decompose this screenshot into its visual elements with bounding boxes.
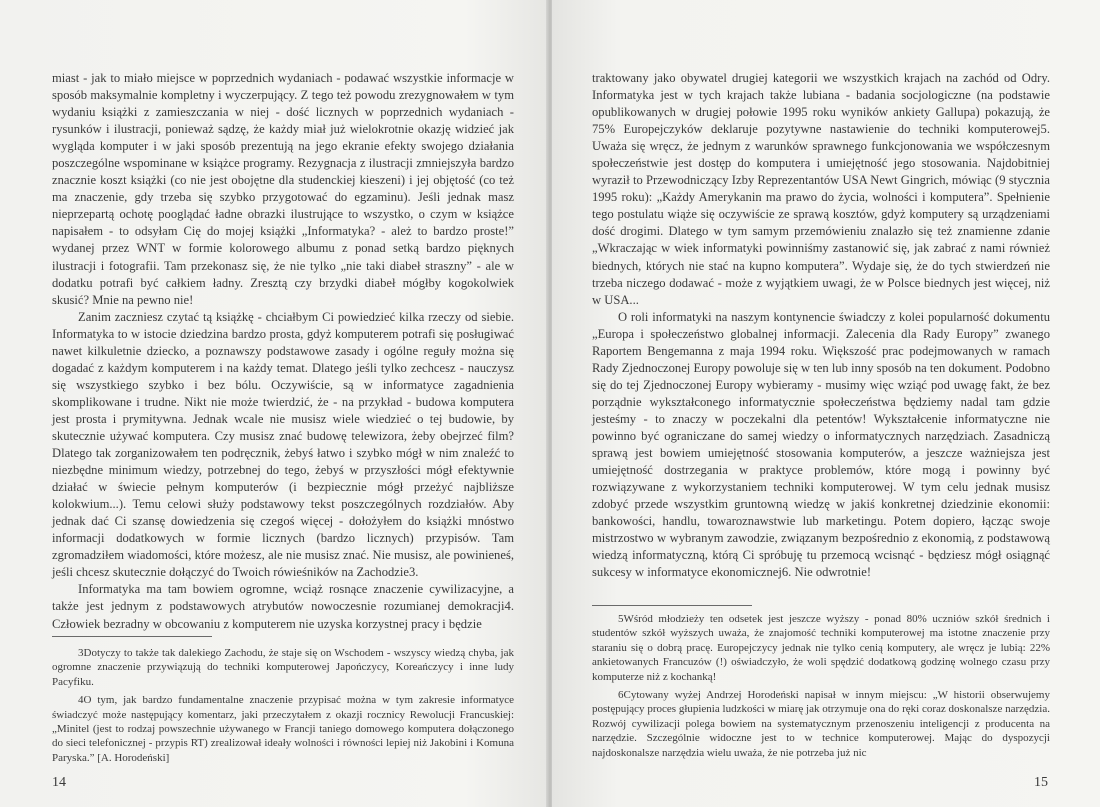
right-page-body [592,70,1050,581]
left-footnotes [52,646,514,769]
left-page [0,0,548,807]
left-paragraph: Zanim zaczniesz czytać tą książkę - chciałbym Ci powiedzieć kilka rzeczy od siebie. Informatyka to w istocie dziedzina bardzo prosta, gdyż komputerem potrafi się posługiwać nawet kilkuletnie dziecko, a poznawszy podstawowe zasady i ogólne reguły można się dogadać z każdym komputerem i na każdy temat. Dlatego jeśli tylko zechcesz - nauczysz się wszystkiego szybko i bez bólu. Oczywiście, są w informatyce zagadnienia skomplikowane i trudne. Nikt nie może twierdzić, że - na przykład - budowa komputera jest prosta i prymitywna. Jednak wcale nie musisz wiele wiedzieć o tej budowie, by skutecznie używać komputera. Czy musisz znać budowę telewizora, żeby obejrzeć film? Dlatego tak zorganizowałem ten podręcznik, żebyś łatwo i szybko mógł w nim znaleźć to niezbędne minimum wiedzy, potrzebnej do tego, żebyś w przyszłości mógł efektywnie działać w świecie pełnym komputerów (i bezpiecznie mógł przeżyć najbliższe kolokwium...). Temu celowi służy podstawowy tekst poszczególnych rozdziałów. Aby jednak dać Ci szansę dowiedzenia się czegoś więcej - dołożyłem do książki mnóstwo informacji dodatkowych w formie licznych (bardzo licznych) przypisów. Tam zgromadziłem wiadomości, które możesz, ale nie musisz znać. Nie musisz, ale powinieneś, jeśli chcesz skutecznie dołączyć do Twoich rówieśników na Zachodzie3. [52,309,514,580]
footnote: 4O tym, jak bardzo fundamentalne znaczenie przypisać można w tym zakresie informatyce świadczyć może następujący komentarz, jaki przeczytałem z okazji rocznicy Rewolucji Francuskiej: „Minitel (jest to rodzaj powszechnie używanego w Francji taniego domowego komputera dołączonego do sieci telefonicznej - przypis RT) zrealizował ideały wolności i równości lepiej niż Jakobini i Komuna Paryska.” [A. Horodeński] [52,694,514,764]
right-paragraph: traktowany jako obywatel drugiej kategorii we wszystkich krajach na zachód od Odry. Informatyka jest w tych krajach także lubiana - badania socjologiczne (na podstawie opublikowanych w drugiej połowie 1995 roku wyników ankiety Gallupa) pokazują, że 75% Europejczyków deklaruje pozytywne nastawienie do techniki komputerowej5. Uważa się wręcz, że jednym z warunków sprawnego funkcjonowania we współczesnym społeczeństwie jest dostęp do komputera i umiejętność jego stosowania. Najdobitniej wyraził to Przewodniczący Izby Reprezentantów USA Newt Gingrich, mówiąc (9 stycznia 1995 roku): „Każdy Amerykanin ma prawo do życia, wolności i komputera”. Spełnienie tego postulatu wiąże się oczywiście ze sprawą kosztów, gdyż komputery są urządzeniami dość drogimi. Dlatego w tym samym przemówieniu znalazło się też znamienne zdanie „Wkraczając w wiek informatyki powinniśmy zastanowić się, jak zabrać z nami również biednych, których nie stać na kupno komputera”. Wydaje się, że do tych stwierdzeń nie trzeba niczego dodawać - może z wyjątkiem uwagi, że w Polsce biednych jest więcej, niż w USA... [592,71,1050,307]
page-number-right: 15 [1034,775,1048,790]
page-number-left: 14 [52,775,66,790]
footnote: 3Dotyczy to także tak dalekiego Zachodu, że staje się on Wschodem - wszyscy wiedzą chyba, jak ogromne znaczenie przywiązują do techniki komputerowej Japończycy, Koreańczycy i inne ludy Pacyfiku. [52,647,514,688]
right-paragraph: O roli informatyki na naszym kontynencie świadczy z kolei popularność dokumentu „Europa i społeczeństwo globalnej informacji. Zalecenia dla Rady Europy” zwanego Raportem Bengemanna z maja 1994 roku. Większość prac podejmowanych w ramach Rady Zjednoczonej Europy powoluje się w ten lub inny sposób na ten dokument. Podobno się do tej Zjednoczonej Europy wybieramy - musimy więc wziąć pod uwagę fakt, że bez porządnie wykształconego informatycznie społeczeństwa będziemy nadal tam gdzie jesteśmy - to znaczy w poczekalni dla petentów! Wykształcenie informatyczne nie powinno być ograniczane do samej wiedzy o informatycznych narzędziach. Zasadniczą sprawą jest bowiem umiejętność stosowania komputerów, a jeszcze ważniejsza jest umiejętność dostrzegania w praktyce problemów, które mogą i powinny być rozwiązywane z wykorzystaniem techniki komputerowej. W tym celu jednak musisz zdobyć przede wszystkim gruntowną wiedzę w jakiś konkretnej dziedzinie ekonomii: bankowości, handlu, towaroznawstwie lub marketingu. Potem dopiero, łącząc swoje mistrzostwo w wybranym zawodzie, związanym bezpośrednio z ekonomią, z podstawową wiedzą informatyczną, którą Ci spróbuję tu przemocą wcisnąć - będziesz mógł osiągnąć sukcesy w informatyce ekonomicznej6. Nie odwrotnie! [592,309,1050,580]
right-footnotes [592,612,1050,764]
footnote: 6Cytowany wyżej Andrzej Horodeński napisał w innym miejscu: „W historii obserwujemy postępujący proces głupienia ludzkości w miarę jak otrzymuje ona do ręki coraz doskonalsze narzędzia. Rozwój cywilizacji polega bowiem na systematycznym przenoszeniu inteligencji z producenta na narzędzie. Szczególnie widoczne jest to w technice komputerowej. Mając do dyspozycji najdoskonalsze narzędzia wielu uważa, że nie potrzeba już nic [592,689,1050,759]
left-page-body [52,70,514,633]
footnote-separator [52,636,212,637]
footnote-separator [592,605,752,606]
right-page [552,0,1100,807]
left-paragraph: Informatyka ma tam bowiem ogromne, wciąż rosnące znaczenie cywilizacyjne, a także jest jednym z podstawowych atrybutów nowoczesnie rozumianej demokracji4. Człowiek bezradny w obcowaniu z komputerem nie uzyska korzystnej pracy i będzie [52,582,514,631]
left-paragraph: miast - jak to miało miejsce w poprzednich wydaniach - podawać wszystkie informacje w sposób maksymalnie kompletny i wyczerpujący. Z tego też powodu zrezygnowałem w tym wydaniu książki z zamieszczania w niej - dość licznych w poprzednich wydaniach - rysunków i ilustracji, ponieważ sądzę, że każdy miał już wielokrotnie okazję widzieć jak wygląda komputer i w jaki sposób prezentują na jego ekranie efekty swojego działania poszczególne wspominane w książce programy. Rezygnacja z ilustracji zmniejszyła bardzo znacznie koszt książki (co nie jest obojętne dla studenckiej kieszeni) i jej objętość (co też ma znaczenie, gdy trzeba się szybko przygotować do egzaminu). Jeśli jednak masz nieprzepartą ochotę pooglądać ładne obrazki ilustrujące to wszystko, o czym w książce napisałem - to odsyłam Cię do mojej książki „Informatyka? - ależ to bardzo proste!” wydanej przez WNT w formie kolorowego albumu z ponad setką bardzo pięknych ilustracji i fotografii. Tam przekonasz się, że nie tylko „nie taki diabeł straszny” - ale w dodatku potrafi być całkiem ładny. Zresztą czy brzydki diabeł mógłby kogokolwiek skusić? Mnie na pewno nie! [52,71,514,307]
footnote: 5Wśród młodzieży ten odsetek jest jeszcze wyższy - ponad 80% uczniów szkół średnich i studentów szkół wyższych uważa, że znajomość techniki komputerowej ma istotne znaczenie przy staraniu się o dobrą pracę. Europejczycy jednak nie tylko cenią komputery, ale wręcz je lubią: 22% ankietowanych Francuzów (!) oświadczyło, że woli spędzić dodatkową godzinę wolnego czasu przy komputerze niż z kochanką! [592,613,1050,683]
